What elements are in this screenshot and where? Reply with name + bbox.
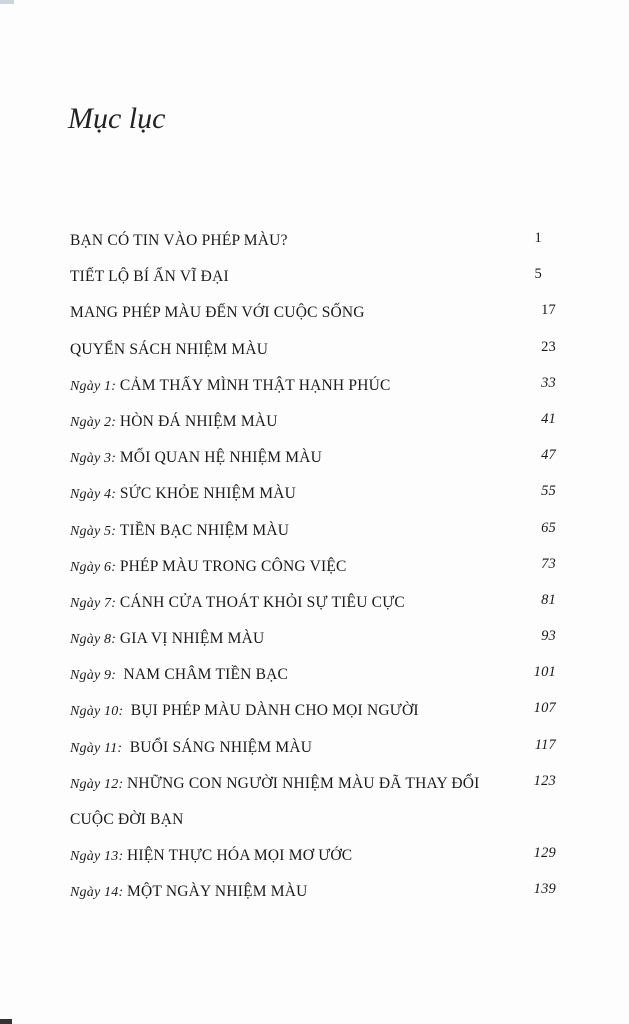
toc-entry-day: Ngày 11: [70,740,130,756]
toc-entry-page: 81 [541,591,556,608]
toc-entry[interactable] [70,585,556,621]
toc-entry-page: 55 [541,483,556,500]
toc-entry-day: Ngày 13: [70,849,128,865]
toc-entry-title: NAM CHÂM TIỀN BẠC [123,666,289,684]
toc-entry[interactable] [70,657,556,693]
toc-entry-day: Ngày 2: [70,414,120,430]
toc-entry-day: Ngày 14: [70,885,128,901]
toc-entry[interactable] [70,404,556,440]
page-title: Mục lục [68,102,166,135]
toc-entry[interactable] [70,730,556,766]
toc-entry-page: 23 [541,338,556,355]
toc-entry-title: BỤI PHÉP MÀU DÀNH CHO MỌI NGƯỜI [130,702,419,720]
toc-entry[interactable] [70,295,556,331]
toc-entry-day: Ngày 9: [70,668,124,684]
toc-entry-title: TIỀN BẠC NHIỆM MÀU [119,521,290,539]
toc-entry[interactable] [70,874,556,910]
toc-entry-title: HÒN ĐÁ NHIỆM MÀU [119,412,278,430]
toc-entry[interactable] [70,476,556,512]
toc-entry-title: QUYỂN SÁCH NHIỆM MÀU [70,340,269,358]
toc-entry-page: 107 [533,700,556,717]
toc-entry-title: CUỘC ĐỜI BẠN [70,811,184,828]
toc-entry-title: CẢM THẤY MÌNH THẬT HẠNH PHÚC [119,376,391,394]
toc-entry-day: Ngày 12: [70,776,128,792]
toc-entry-title: MỘT NGÀY NHIỆM MÀU [127,883,308,901]
toc-entry-page: 139 [533,881,556,898]
toc-entry-page: 73 [541,555,556,572]
toc-entry-page: 101 [533,664,556,681]
toc-entry-page: 1 [534,230,542,246]
toc-entry[interactable] [70,223,556,259]
toc-entry-title: TIẾT LỘ BÍ ẨN VĨ ĐẠI [70,268,229,286]
toc-entry[interactable] [70,513,556,549]
toc-entry-day: Ngày 10: [70,704,131,720]
toc-entry-page: 17 [541,302,556,319]
toc-entry-title: GIA VỊ NHIỆM MÀU [119,630,265,648]
toc-entry-page: 123 [533,772,556,789]
toc-entry-page: 41 [541,410,556,427]
toc-entry-page: 33 [541,374,556,391]
toc-entry[interactable] [70,440,556,476]
toc-entry[interactable] [70,621,556,657]
toc-entry-title: BUỔI SÁNG NHIỆM MÀU [129,738,313,756]
scan-edge-mark [0,1019,12,1024]
toc-entry-page: 117 [534,736,556,753]
toc-entry-day: Ngày 6: [70,559,120,575]
toc-entry-title: NHỮNG CON NGƯỜI NHIỆM MÀU ĐÃ THAY ĐỔI [127,774,480,792]
toc-entry-day: Ngày 5: [70,523,120,539]
toc-entry[interactable] [70,549,556,585]
toc-entry-day: Ngày 1: [70,378,120,394]
toc-entry-page: 129 [533,845,556,862]
toc-entry-title: MỐI QUAN HỆ NHIỆM MÀU [119,449,323,467]
toc-entry-day: Ngày 4: [70,487,120,503]
toc-entry-page: 65 [541,519,556,536]
toc-entry-day: Ngày 8: [70,632,120,648]
toc-entry[interactable] [70,766,556,802]
toc-entry[interactable] [70,838,556,874]
toc-entry-title: CÁNH CỬA THOÁT KHỎI SỰ TIÊU CỰC [119,593,405,611]
scan-edge-mark [0,0,14,4]
toc-entry-title: HIỆN THỰC HÓA MỌI MƠ ƯỚC [127,847,353,865]
toc-entry-page: 5 [534,266,542,283]
toc-entry-title: MANG PHÉP MÀU ĐẾN VỚI CUỘC SỐNG [70,304,365,322]
toc-entry[interactable] [70,259,556,295]
toc-entry-day: Ngày 3: [70,451,120,467]
toc-entry-page: 47 [541,447,556,464]
toc-entry[interactable] [70,802,556,838]
toc-entry-title: SỨC KHỎE NHIỆM MÀU [119,485,297,503]
toc-entry[interactable] [70,693,556,729]
toc-entry[interactable] [70,368,556,404]
toc-entry-page: 93 [541,628,556,645]
toc-entry-day: Ngày 7: [70,595,120,611]
table-of-contents [70,223,556,911]
toc-entry-title: BẠN CÓ TIN VÀO PHÉP MÀU? [70,232,288,249]
toc-entry[interactable] [70,332,556,368]
toc-entry-title: PHÉP MÀU TRONG CÔNG VIỆC [119,557,347,575]
